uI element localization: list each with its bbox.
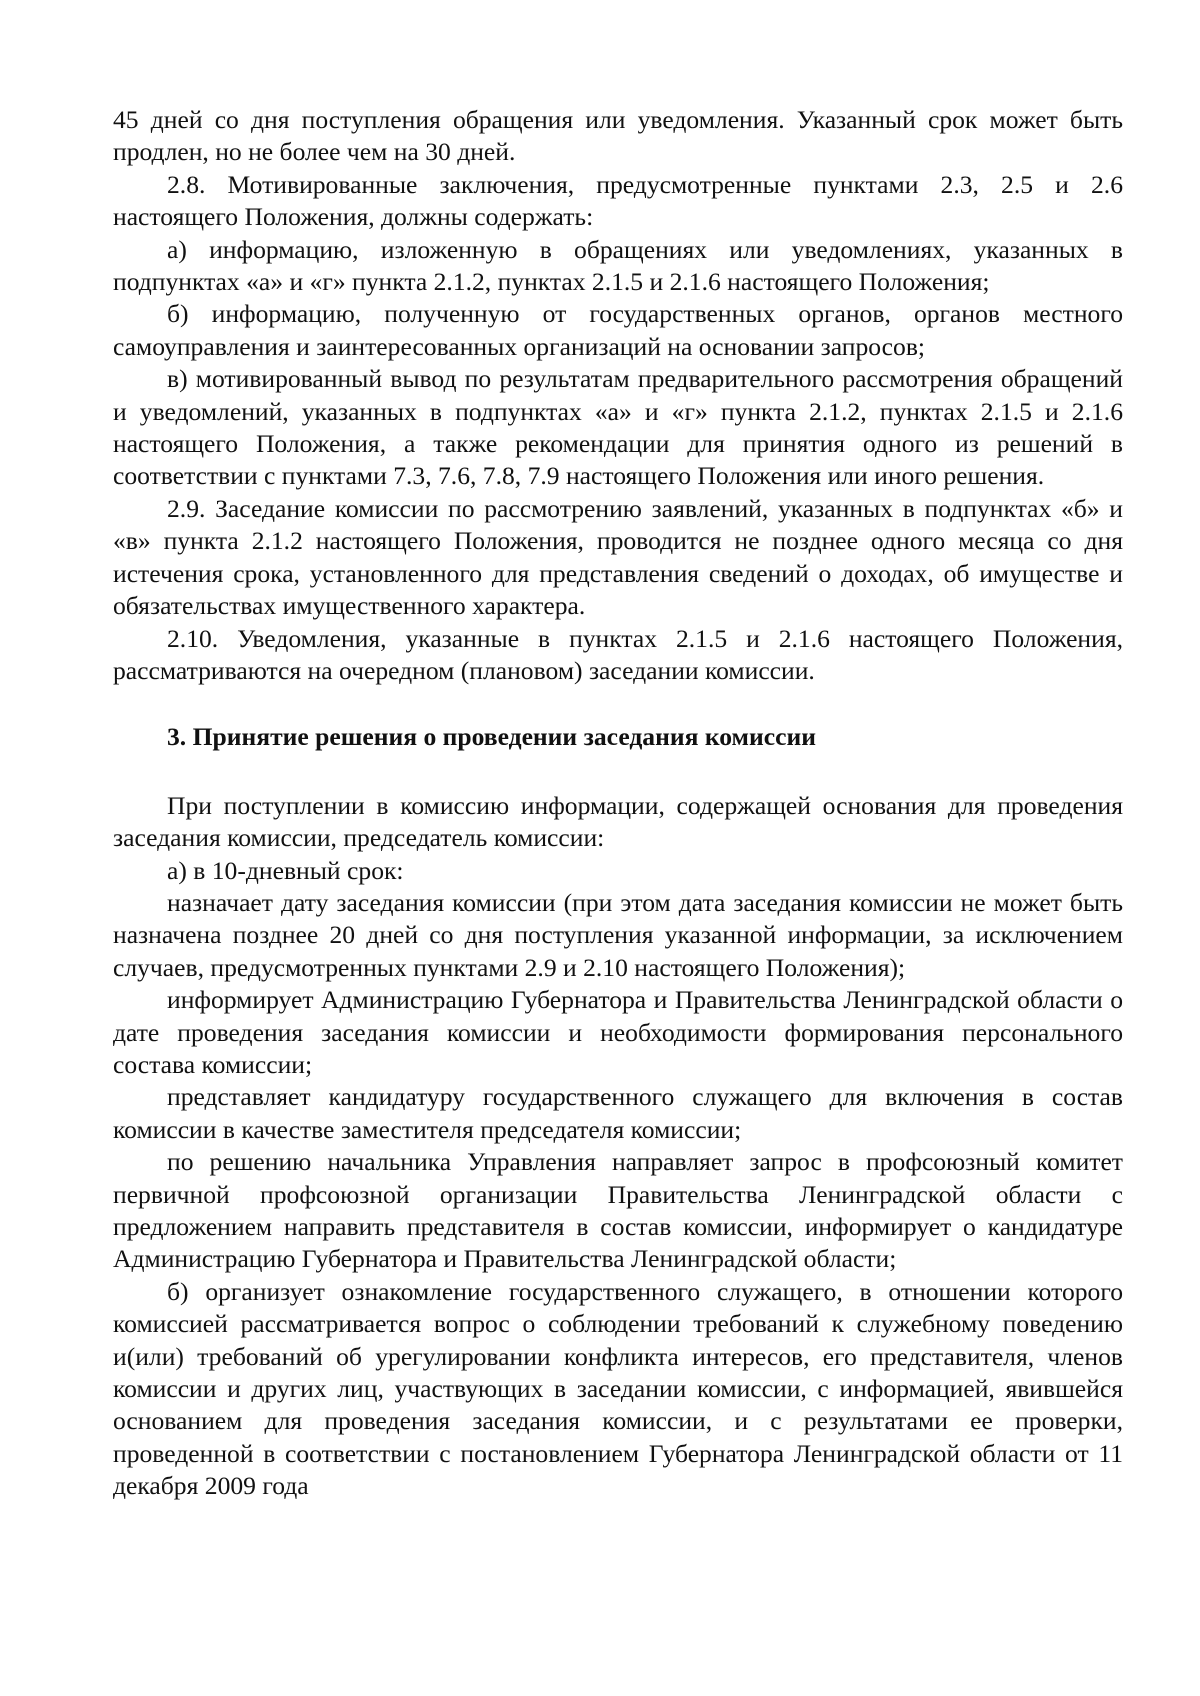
paragraph-continuation: 45 дней со дня поступления обращения или уведомления. Указанный срок может быть продлен, но не более чем на 30 дней.	[113, 105, 1123, 167]
document-body	[113, 104, 1123, 1503]
paragraph-2-8: 2.8. Мотивированные заключения, предусмотренные пунктами 2.3, 2.5 и 2.6 настоящего Положения, должны содержать:	[113, 169, 1123, 232]
paragraph-3-b: б) организует ознакомление государственного служащего, в отношении которого комиссией рассматривается вопрос о соблюдении требований к служебному поведению и(или) требований об урегулировании конфликта интересов, его представителя, членов комиссии и других лиц, участвующих в заседании комиссии, с информацией, явившейся основанием для проведения заседания комиссии, и с результатами ее проверки, проведенной в соответствии с постановлением Губернатора Ленинградской области от 11 декабря 2009 года	[113, 1276, 1123, 1501]
paragraph-3-intro: При поступлении в комиссию информации, содержащей основания для проведения заседания комиссии, председатель комиссии:	[113, 790, 1123, 853]
paragraph-2-8-v: в) мотивированный вывод по результатам предварительного рассмотрения обращений и уведомлений, указанных в подпунктах «а» и «г» пункта 2.1.2, пунктах 2.1.5 и 2.1.6 настоящего Положения, а также рекомендации для принятия одного из решений в соответствии с пунктами 7.3, 7.6, 7.8, 7.9 настоящего Положения или иного решения.	[113, 364, 1123, 491]
section-3-heading: 3. Принятие решения о проведении заседания комиссии	[167, 722, 816, 752]
paragraph-2-8-b: б) информацию, полученную от государственных органов, органов местного самоуправления и заинтересованных организаций на основании запросов;	[113, 299, 1123, 361]
paragraph-3-a-1: назначает дату заседания комиссии (при этом дата заседания комиссии не может быть назначена позднее 20 дней со дня поступления указанной информации, за исключением случаев, предусмотренных пунктами 2.9 и 2.10 настоящего Положения);	[113, 887, 1123, 982]
paragraph-3-a-3: представляет кандидатуру государственного служащего для включения в состав комиссии в качестве заместителя председателя комиссии;	[113, 1082, 1123, 1144]
paragraph-3-a: а) в 10-дневный срок:	[167, 855, 404, 885]
paragraph-3-a-2: информирует Администрацию Губернатора и Правительства Ленинградской области о дате проведения заседания комиссии и необходимости формирования персонального состава комиссии;	[113, 985, 1123, 1079]
paragraph-2-10: 2.10. Уведомления, указанные в пунктах 2.1.5 и 2.1.6 настоящего Положения, рассматриваются на очередном (плановом) заседании комиссии.	[113, 623, 1123, 685]
paragraph-3-a-4: по решению начальника Управления направляет запрос в профсоюзный комитет первичной профсоюзной организации Правительства Ленинградской области с предложением направить представителя в состав комиссии, информирует о кандидатуре Администрацию Губернатора и Правительства Ленинградской области;	[113, 1147, 1123, 1274]
paragraph-2-9: 2.9. Заседание комиссии по рассмотрению заявлений, указанных в подпунктах «б» и «в» пункта 2.1.2 настоящего Положения, проводится не позднее одного месяца со дня истечения срока, установленного для представления сведений о доходах, об имуществе и обязательствах имущественного характера.	[113, 493, 1123, 621]
paragraph-2-8-a: а) информацию, изложенную в обращениях или уведомлениях, указанных в подпунктах «а» и «г» пункта 2.1.2, пунктах 2.1.5 и 2.1.6 настоящего Положения;	[113, 234, 1123, 297]
